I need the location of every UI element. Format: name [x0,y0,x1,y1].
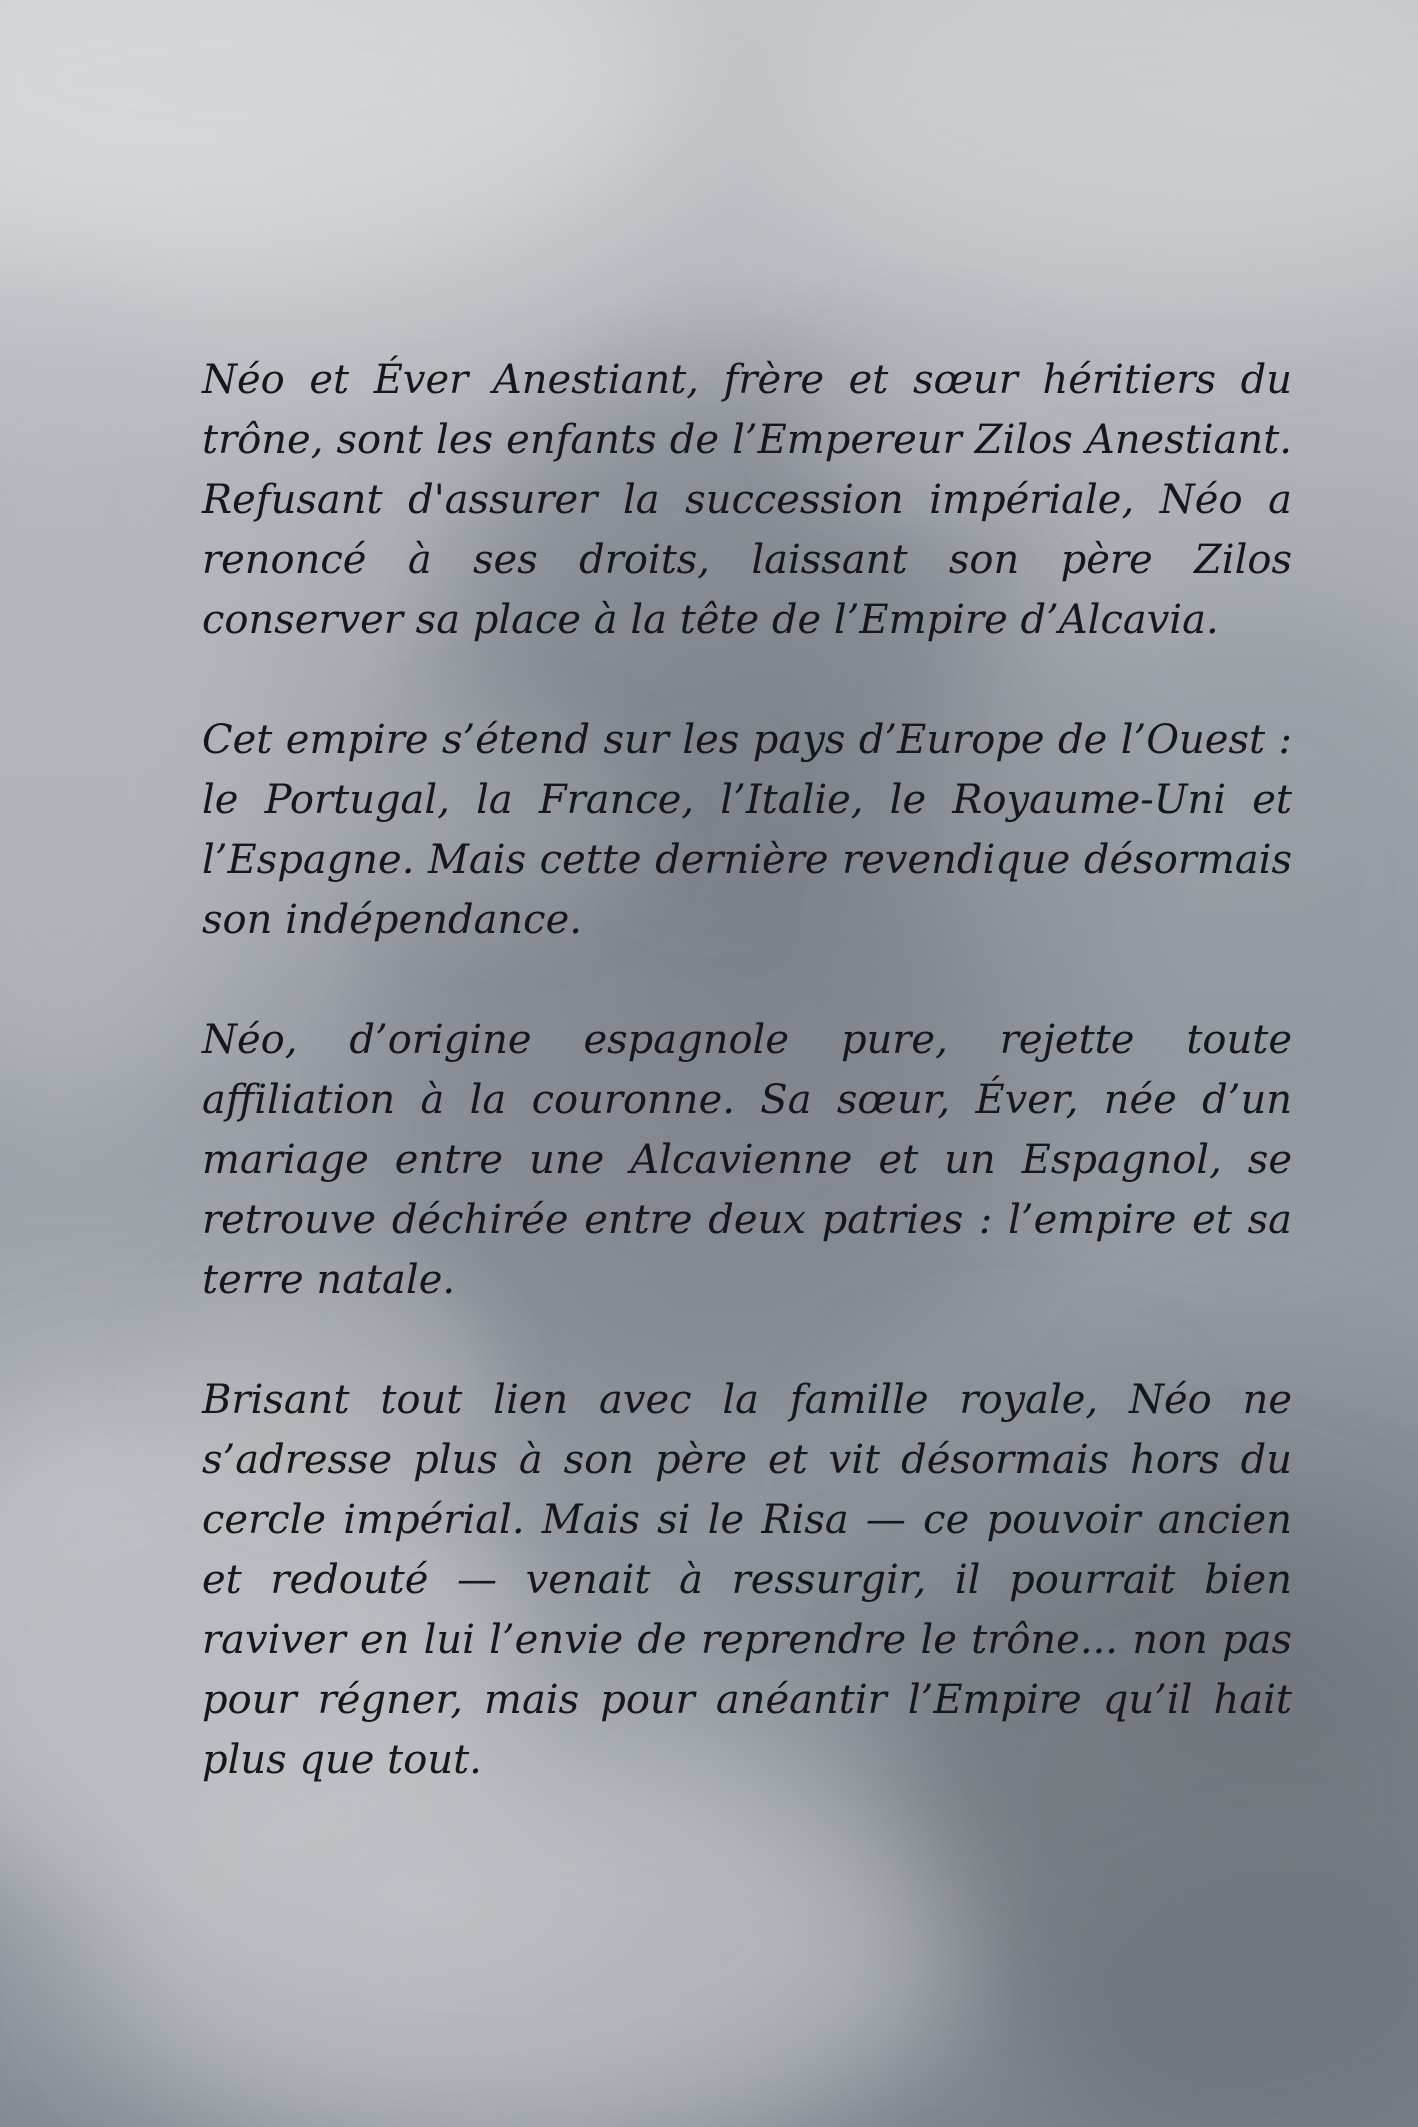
synopsis-paragraph-2: Cet empire s’étend sur les pays d’Europe de l’Ouest : le Portugal, la France, l’Italie, le Royaume-Uni et l’Espagne. Mais cette dernière revendique désormais son indépendance. [202,717,1292,943]
synopsis-paragraph-3: Néo, d’origine espagnole pure, rejette toute affiliation à la couronne. Sa sœur, Éver, née d’un mariage entre une Alcavienne et un Espagnol, se retrouve déchirée entre deux patries : l’empire et sa terre natale. [202,1017,1292,1303]
synopsis-paragraph-1: Néo et Éver Anestiant, frère et sœur héritiers du trône, sont les enfants de l’Empereur Zilos Anestiant. Refusant d'assurer la succession impériale, Néo a renoncé à ses droits, laissant son père Zilos conserver sa place à la tête de l’Empire d’Alcavia. [202,357,1292,643]
synopsis-paragraph-4: Brisant tout lien avec la famille royale, Néo ne s’adresse plus à son père et vit désormais hors du cercle impérial. Mais si le Risa — ce pouvoir ancien et redouté — venait à ressurgir, il pourrait bien raviver en lui l’envie de reprendre le trône... non pas pour régner, mais pour anéantir l’Empire qu’il hait plus que tout. [202,1377,1292,1783]
synopsis-text [202,350,1292,1790]
